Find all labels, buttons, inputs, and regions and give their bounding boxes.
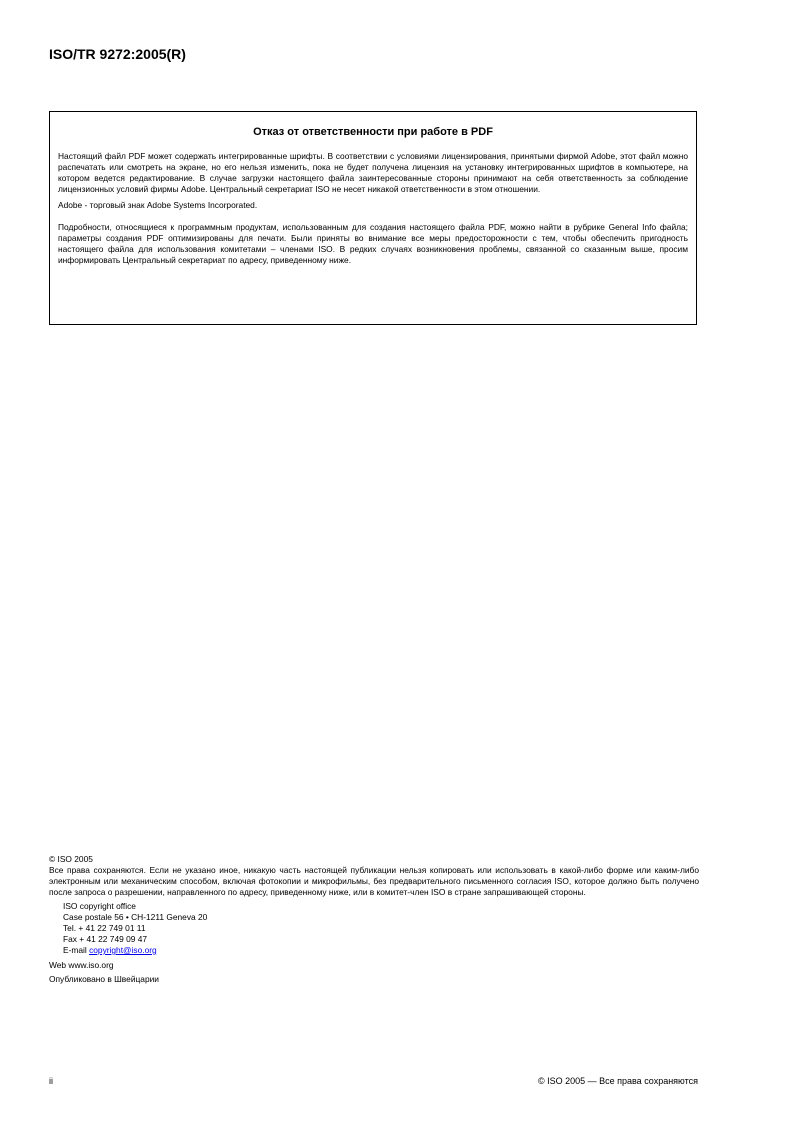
website: Web www.iso.org — [49, 960, 114, 970]
copyright-notice: Все права сохраняются. Если не указано иное, никакую часть настоящей публикации нельзя копировать или использовать в какой-либо форме или каким-либо электронным или механическим способом, включая фотокопии и микрофильмы, без предварительного письменного согласия ISO, которое должно быть получено после запроса о разрешении, направленного по адресу, приведенному ниже, или в комитет-член ISO в стране запрашивающей стороны. — [49, 865, 699, 897]
disclaimer-paragraph-details: Подробности, относящиеся к программным продуктам, использованным для создания настоящего файла PDF, можно найти в рубрике General Info файла; параметры создания PDF оптимизированы для печати. Были приняты во внимание все меры предосторожности с тем, чтобы обеспечить пригодность настоящего файла для использования комитетами – членами ISO. В редких случаях возникновения проблемы, связанной со сказанным выше, просим информировать Центральный секретариат по адресу, приведенному ниже. — [58, 222, 688, 265]
email-link[interactable]: copyright@iso.org — [89, 945, 157, 955]
published-in: Опубликовано в Швейцарии — [49, 974, 159, 984]
office-name: ISO copyright office — [63, 901, 136, 911]
page-number: ii — [49, 1076, 53, 1086]
email-label: E-mail — [63, 945, 87, 955]
copyright-line: © ISO 2005 — [49, 854, 93, 864]
fax: Fax + 41 22 749 09 47 — [63, 934, 148, 944]
disclaimer-paragraph-fonts: Настоящий файл PDF может содержать интегрированные шрифты. В соответствии с условиями лицензирования, принятыми фирмой Adobe, этот файл можно распечатать или смотреть на экране, но его нельзя изменить, пока не будет получена лицензия на установку интегрированных шрифтов в компьютере, на котором ведется редактирование. В случае загрузки настоящего файла заинтересованные стороны принимают на себя ответственность за соблюдение лицензионных условий фирмы Adobe. Центральный секретариат ISO не несет никакой ответственности в этом отношении. — [58, 151, 688, 194]
copyright-section — [49, 854, 699, 985]
disclaimer-paragraph-trademark: Adobe - торговый знак Adobe Systems Incorporated. — [58, 200, 258, 210]
disclaimer-title: Отказ от ответственности при работе в PDF — [253, 126, 493, 138]
copyright-office-address — [63, 901, 699, 956]
postal-address: Case postale 56 • CH-1211 Geneva 20 — [63, 912, 208, 922]
pdf-disclaimer-box — [49, 111, 697, 325]
footer-copyright: © ISO 2005 — Все права сохраняются — [537, 1076, 698, 1086]
telephone: Tel. + 41 22 749 01 11 — [63, 923, 146, 933]
document-id: ISO/TR 9272:2005(R) — [49, 46, 186, 62]
email-line — [63, 945, 699, 956]
